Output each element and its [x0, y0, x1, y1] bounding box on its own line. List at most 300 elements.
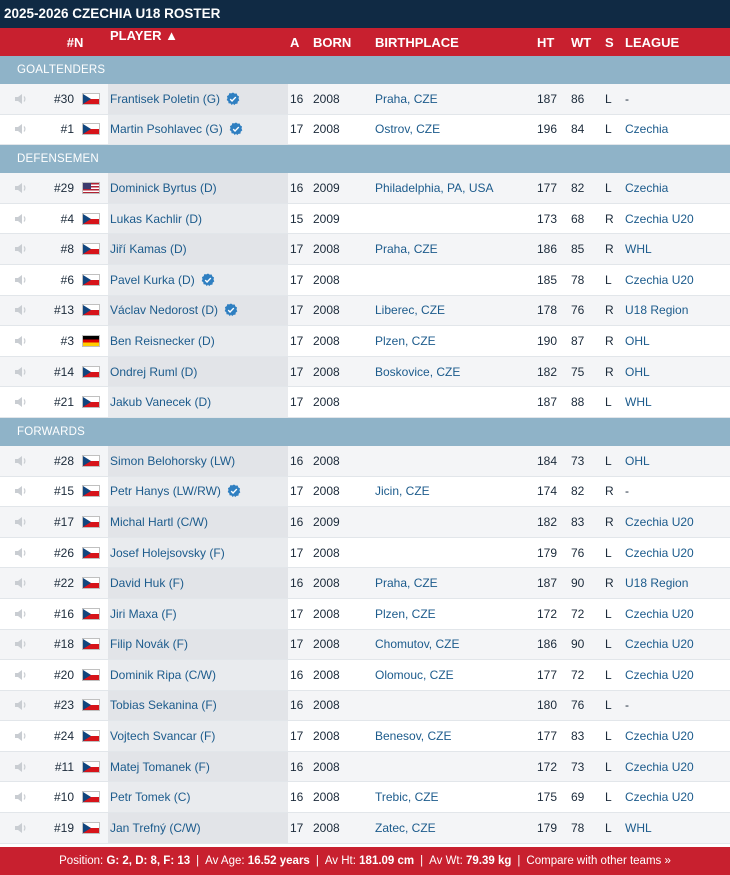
czech-flag-icon	[82, 547, 100, 559]
jersey-number: #10	[53, 790, 74, 805]
player-age: 17	[290, 272, 304, 287]
player-height: 177	[537, 180, 558, 195]
czech-flag-icon	[82, 791, 100, 803]
player-height: 187	[537, 576, 558, 591]
column-header-row	[0, 28, 730, 56]
jersey-number: #15	[53, 484, 74, 499]
roster-summary-bar	[0, 847, 730, 875]
verified-badge-icon	[229, 122, 243, 136]
player-born: 2008	[313, 484, 340, 499]
player-height: 177	[537, 667, 558, 682]
player-height: 190	[537, 333, 558, 348]
player-birthplace-link[interactable]: Philadelphia, PA, USA	[375, 180, 494, 195]
jersey-number: #30	[53, 91, 74, 106]
player-born: 2008	[313, 364, 340, 379]
speaker-icon[interactable]	[0, 123, 42, 135]
weight-label: Av Wt:	[429, 854, 463, 867]
roster-title: 2025-2026 CZECHIA U18 ROSTER	[0, 0, 730, 28]
jersey-number: #4	[60, 211, 74, 226]
player-born: 2008	[313, 91, 340, 106]
player-name-link[interactable]: Jiří Kamas (D)	[110, 242, 187, 257]
speaker-icon[interactable]	[0, 547, 42, 559]
player-weight: 72	[571, 667, 585, 682]
divider: |	[420, 854, 424, 867]
roster-body	[0, 56, 730, 844]
player-row	[0, 387, 730, 418]
position-value: G: 2, D: 8, F: 13	[106, 854, 191, 867]
czech-flag-icon	[82, 669, 100, 681]
player-name-link[interactable]: Ben Reisnecker (D)	[110, 333, 215, 348]
player-born: 2008	[313, 790, 340, 805]
col-age[interactable]: A	[290, 34, 300, 50]
player-name-link[interactable]: Jiri Maxa (F)	[110, 606, 177, 621]
player-age: 17	[290, 545, 304, 560]
player-shoots: L	[605, 91, 612, 106]
czech-flag-icon	[82, 455, 100, 467]
player-shoots: R	[605, 303, 614, 318]
player-shoots: R	[605, 514, 614, 529]
jersey-number: #6	[60, 272, 74, 287]
speaker-icon[interactable]	[0, 669, 42, 681]
verified-badge-icon	[201, 273, 215, 287]
player-height: 185	[537, 272, 558, 287]
player-name-link[interactable]: Petr Hanys (LW/RW)	[110, 484, 221, 499]
player-age: 16	[290, 759, 304, 774]
player-name-link[interactable]: Tobias Sekanina (F)	[110, 698, 217, 713]
player-shoots: L	[605, 729, 612, 744]
player-height: 184	[537, 453, 558, 468]
player-league-link[interactable]: OHL	[625, 364, 650, 379]
player-birthplace-link[interactable]: Zatec, CZE	[375, 820, 436, 835]
player-league-link[interactable]: WHL	[625, 242, 652, 257]
czech-flag-icon	[82, 577, 100, 589]
player-name-link[interactable]: Jakub Vanecek (D)	[110, 395, 212, 410]
player-weight: 69	[571, 790, 585, 805]
player-weight: 68	[571, 211, 585, 226]
player-age: 16	[290, 790, 304, 805]
player-name-link[interactable]: Jan Trefný (C/W)	[110, 820, 201, 835]
player-height: 196	[537, 122, 558, 137]
player-league-link[interactable]: Czechia U20	[625, 545, 694, 560]
player-age: 16	[290, 698, 304, 713]
player-name-link[interactable]: David Huk (F)	[110, 576, 185, 591]
player-born: 2008	[313, 395, 340, 410]
player-name-link[interactable]: Frantisek Poletin (G)	[110, 91, 221, 106]
jersey-number: #28	[53, 453, 74, 468]
speaker-icon[interactable]	[0, 791, 42, 803]
czech-flag-icon	[82, 123, 100, 135]
player-row	[0, 265, 730, 296]
player-shoots: R	[605, 242, 614, 257]
player-league-link[interactable]: U18 Region	[625, 576, 689, 591]
czech-flag-icon	[82, 213, 100, 225]
player-shoots: L	[605, 698, 612, 713]
age-label: Av Age:	[205, 854, 245, 867]
player-born: 2008	[313, 333, 340, 348]
player-age: 17	[290, 820, 304, 835]
col-nation[interactable]: N	[74, 34, 84, 50]
player-height: 177	[537, 729, 558, 744]
weight-value: 79.39 kg	[466, 854, 512, 867]
height-value: 181.09 cm	[359, 854, 415, 867]
player-shoots: R	[605, 333, 614, 348]
player-league-link[interactable]: Czechia U20	[625, 667, 694, 682]
jersey-number: #22	[53, 576, 74, 591]
player-league-link[interactable]: Czechia U20	[625, 514, 694, 529]
height-label: Av Ht:	[324, 854, 356, 867]
player-league-link[interactable]: Czechia U20	[625, 211, 694, 226]
player-shoots: L	[605, 272, 612, 287]
player-born: 2009	[313, 514, 340, 529]
player-height: 187	[537, 91, 558, 106]
player-height: 174	[537, 484, 558, 499]
czech-flag-icon	[82, 274, 100, 286]
player-born: 2008	[313, 272, 340, 287]
age-value: 16.52 years	[247, 854, 310, 867]
player-birthplace-link[interactable]: Trebic, CZE	[375, 790, 439, 805]
player-league-link[interactable]: U18 Region	[625, 303, 689, 318]
player-shoots: L	[605, 667, 612, 682]
player-birthplace-link[interactable]: Liberec, CZE	[375, 303, 446, 318]
player-born: 2008	[313, 122, 340, 137]
czech-flag-icon	[82, 243, 100, 255]
player-league-link[interactable]: WHL	[625, 820, 652, 835]
player-age: 16	[290, 514, 304, 529]
player-birthplace-link[interactable]: Praha, CZE	[375, 242, 438, 257]
player-shoots: L	[605, 790, 612, 805]
player-born: 2008	[313, 606, 340, 621]
speaker-icon[interactable]	[0, 455, 42, 467]
player-weight: 82	[571, 484, 585, 499]
verified-badge-icon	[224, 303, 238, 317]
player-birthplace-link[interactable]: Benesov, CZE	[375, 729, 452, 744]
player-league-link[interactable]: Czechia U20	[625, 729, 694, 744]
player-name-link[interactable]: Simon Belohorsky (LW)	[110, 453, 236, 468]
player-height: 179	[537, 545, 558, 560]
czech-flag-icon	[82, 822, 100, 834]
player-row	[0, 721, 730, 752]
player-row	[0, 507, 730, 538]
player-height: 172	[537, 606, 558, 621]
player-age: 16	[290, 91, 304, 106]
col-height[interactable]: HT	[537, 34, 555, 50]
speaker-icon[interactable]	[0, 213, 42, 225]
player-height: 187	[537, 395, 558, 410]
player-born: 2008	[313, 545, 340, 560]
czech-flag-icon	[82, 93, 100, 105]
player-shoots: L	[605, 637, 612, 652]
player-league-link[interactable]: Czechia U20	[625, 272, 694, 287]
player-row	[0, 813, 730, 844]
player-row	[0, 630, 730, 661]
speaker-icon[interactable]	[0, 761, 42, 773]
player-age: 16	[290, 180, 304, 195]
player-height: 186	[537, 637, 558, 652]
player-weight: 76	[571, 303, 585, 318]
player-row	[0, 691, 730, 722]
player-born: 2008	[313, 303, 340, 318]
jersey-number: #20	[53, 667, 74, 682]
player-weight: 78	[571, 820, 585, 835]
jersey-number: #11	[54, 759, 74, 774]
czech-flag-icon	[82, 699, 100, 711]
player-league-link[interactable]: Czechia U20	[625, 790, 694, 805]
czech-flag-icon	[82, 761, 100, 773]
player-age: 17	[290, 606, 304, 621]
czech-flag-icon	[82, 304, 100, 316]
speaker-icon[interactable]	[0, 93, 42, 105]
player-league-link[interactable]: OHL	[625, 453, 650, 468]
player-league-link: -	[625, 698, 629, 713]
player-league-link[interactable]: Czechia	[625, 122, 669, 137]
speaker-icon[interactable]	[0, 335, 42, 347]
player-row	[0, 84, 730, 115]
player-name-link[interactable]: Michal Hartl (C/W)	[110, 514, 208, 529]
player-born: 2009	[313, 180, 340, 195]
player-birthplace-link[interactable]: Boskovice, CZE	[375, 364, 461, 379]
col-player-sort[interactable]: PLAYER ▲	[110, 28, 179, 43]
jersey-number: #21	[53, 395, 74, 410]
jersey-number: #18	[53, 637, 74, 652]
player-shoots: L	[605, 606, 612, 621]
speaker-icon[interactable]	[0, 182, 42, 194]
czech-flag-icon	[82, 366, 100, 378]
player-shoots: L	[605, 122, 612, 137]
player-shoots: L	[605, 453, 612, 468]
usa-flag-icon	[82, 182, 100, 194]
player-birthplace-link[interactable]: Plzen, CZE	[375, 333, 436, 348]
czech-flag-icon	[82, 516, 100, 528]
player-born: 2008	[313, 637, 340, 652]
speaker-icon[interactable]	[0, 274, 42, 286]
player-row	[0, 660, 730, 691]
section-header: FORWARDS	[0, 418, 730, 446]
col-number[interactable]: #	[66, 34, 74, 50]
player-shoots: L	[605, 820, 612, 835]
player-age: 17	[290, 333, 304, 348]
player-name-link[interactable]: Matej Tomanek (F)	[110, 759, 210, 774]
player-name-link[interactable]: Martin Psohlavec (G)	[110, 122, 223, 137]
speaker-icon[interactable]	[0, 485, 42, 497]
player-weight: 90	[571, 576, 585, 591]
jersey-number: #13	[53, 303, 74, 318]
player-league-link[interactable]: Czechia U20	[625, 637, 694, 652]
player-age: 17	[290, 637, 304, 652]
col-league[interactable]: LEAGUE	[625, 34, 680, 50]
player-row	[0, 296, 730, 327]
player-height: 175	[537, 790, 558, 805]
jersey-number: #16	[53, 606, 74, 621]
divider: |	[517, 854, 521, 867]
player-age: 16	[290, 576, 304, 591]
player-weight: 87	[571, 333, 585, 348]
germany-flag-icon	[82, 335, 100, 347]
player-age: 17	[290, 395, 304, 410]
player-age: 16	[290, 667, 304, 682]
player-weight: 78	[571, 272, 585, 287]
czech-flag-icon	[82, 730, 100, 742]
speaker-icon[interactable]	[0, 608, 42, 620]
player-league-link[interactable]: Czechia	[625, 180, 669, 195]
czech-flag-icon	[82, 638, 100, 650]
jersey-number: #8	[60, 242, 74, 257]
player-weight: 85	[571, 242, 585, 257]
speaker-icon[interactable]	[0, 730, 42, 742]
player-height: 173	[537, 211, 558, 226]
player-weight: 84	[571, 122, 585, 137]
player-weight: 88	[571, 395, 585, 410]
player-league-link: -	[625, 91, 629, 106]
player-league-link[interactable]: WHL	[625, 395, 652, 410]
player-weight: 73	[571, 453, 585, 468]
player-name-link[interactable]: Václav Nedorost (D)	[110, 303, 219, 318]
player-birthplace-link[interactable]: Chomutov, CZE	[375, 637, 460, 652]
player-shoots: R	[605, 576, 614, 591]
player-born: 2008	[313, 759, 340, 774]
speaker-icon[interactable]	[0, 396, 42, 408]
speaker-icon[interactable]	[0, 699, 42, 711]
col-birthplace[interactable]: BIRTHPLACE	[375, 34, 459, 50]
speaker-icon[interactable]	[0, 577, 42, 589]
player-born: 2008	[313, 242, 340, 257]
player-name-link[interactable]: Vojtech Svancar (F)	[110, 729, 216, 744]
player-age: 15	[290, 211, 304, 226]
czech-flag-icon	[82, 396, 100, 408]
player-league-link[interactable]: Czechia U20	[625, 759, 694, 774]
player-weight: 82	[571, 180, 585, 195]
player-league-link[interactable]: OHL	[625, 333, 650, 348]
player-age: 17	[290, 729, 304, 744]
position-label: Position:	[59, 854, 104, 867]
player-row	[0, 204, 730, 235]
compare-link[interactable]: Compare with other teams »	[526, 854, 671, 867]
player-age: 17	[290, 122, 304, 137]
player-shoots: L	[605, 395, 612, 410]
player-weight: 75	[571, 364, 585, 379]
player-height: 178	[537, 303, 558, 318]
player-name-link[interactable]: Dominik Ripa (C/W)	[110, 667, 217, 682]
player-row	[0, 752, 730, 783]
player-age: 16	[290, 453, 304, 468]
player-row	[0, 326, 730, 357]
player-shoots: R	[605, 484, 614, 499]
player-name-link[interactable]: Ondrej Ruml (D)	[110, 364, 198, 379]
speaker-icon[interactable]	[0, 304, 42, 316]
player-born: 2008	[313, 453, 340, 468]
player-name-link[interactable]: Lukas Kachlir (D)	[110, 211, 203, 226]
player-birthplace-link[interactable]: Praha, CZE	[375, 91, 438, 106]
col-shoots[interactable]: S	[605, 34, 614, 50]
player-born: 2008	[313, 820, 340, 835]
player-born: 2009	[313, 211, 340, 226]
player-weight: 73	[571, 759, 585, 774]
col-weight[interactable]: WT	[571, 34, 592, 50]
verified-badge-icon	[227, 484, 241, 498]
section-header: DEFENSEMEN	[0, 145, 730, 173]
player-weight: 76	[571, 698, 585, 713]
player-league-link[interactable]: Czechia U20	[625, 606, 694, 621]
player-birthplace-link[interactable]: Ostrov, CZE	[375, 122, 441, 137]
player-name-link[interactable]: Josef Holejsovsky (F)	[110, 545, 225, 560]
verified-badge-icon	[226, 92, 240, 106]
player-weight: 86	[571, 91, 585, 106]
player-name-link[interactable]: Petr Tomek (C)	[110, 790, 191, 805]
speaker-icon[interactable]	[0, 638, 42, 650]
player-shoots: L	[605, 180, 612, 195]
player-birthplace-link[interactable]: Plzen, CZE	[375, 606, 436, 621]
player-row	[0, 234, 730, 265]
speaker-icon[interactable]	[0, 516, 42, 528]
jersey-number: #19	[53, 820, 74, 835]
player-height: 180	[537, 698, 558, 713]
czech-flag-icon	[82, 485, 100, 497]
jersey-number: #3	[60, 333, 74, 348]
player-birthplace-link[interactable]: Jicin, CZE	[375, 484, 430, 499]
player-weight: 90	[571, 637, 585, 652]
player-age: 17	[290, 303, 304, 318]
player-born: 2008	[313, 667, 340, 682]
player-height: 182	[537, 364, 558, 379]
player-weight: 83	[571, 729, 585, 744]
player-born: 2008	[313, 729, 340, 744]
player-league-link: -	[625, 484, 629, 499]
player-weight: 76	[571, 545, 585, 560]
jersey-number: #1	[60, 122, 74, 137]
player-shoots: L	[605, 545, 612, 560]
speaker-icon[interactable]	[0, 366, 42, 378]
player-age: 17	[290, 242, 304, 257]
speaker-icon[interactable]	[0, 822, 42, 834]
player-name-link[interactable]: Dominick Byrtus (D)	[110, 180, 217, 195]
player-shoots: R	[605, 364, 614, 379]
player-weight: 83	[571, 514, 585, 529]
player-height: 182	[537, 514, 558, 529]
player-row	[0, 173, 730, 204]
jersey-number: #14	[53, 364, 74, 379]
player-height: 179	[537, 820, 558, 835]
jersey-number: #17	[53, 514, 74, 529]
czech-flag-icon	[82, 608, 100, 620]
speaker-icon[interactable]	[0, 243, 42, 255]
jersey-number: #23	[53, 698, 74, 713]
player-height: 172	[537, 759, 558, 774]
jersey-number: #24	[53, 729, 74, 744]
player-name-link[interactable]: Filip Novák (F)	[110, 637, 189, 652]
player-birthplace-link[interactable]: Olomouc, CZE	[375, 667, 454, 682]
player-row	[0, 115, 730, 146]
player-birthplace-link[interactable]: Praha, CZE	[375, 576, 438, 591]
player-name-link[interactable]: Pavel Kurka (D)	[110, 272, 195, 287]
jersey-number: #29	[53, 180, 74, 195]
player-age: 17	[290, 484, 304, 499]
player-weight: 72	[571, 606, 585, 621]
player-born: 2008	[313, 698, 340, 713]
player-row	[0, 538, 730, 569]
player-row	[0, 568, 730, 599]
jersey-number: #26	[53, 545, 74, 560]
col-born[interactable]: BORN	[313, 34, 352, 50]
player-row	[0, 477, 730, 508]
player-row	[0, 357, 730, 388]
player-born: 2008	[313, 576, 340, 591]
player-row	[0, 599, 730, 630]
player-age: 17	[290, 364, 304, 379]
player-shoots: R	[605, 211, 614, 226]
player-shoots: L	[605, 759, 612, 774]
player-row	[0, 446, 730, 477]
divider: |	[196, 854, 200, 867]
divider: |	[315, 854, 319, 867]
